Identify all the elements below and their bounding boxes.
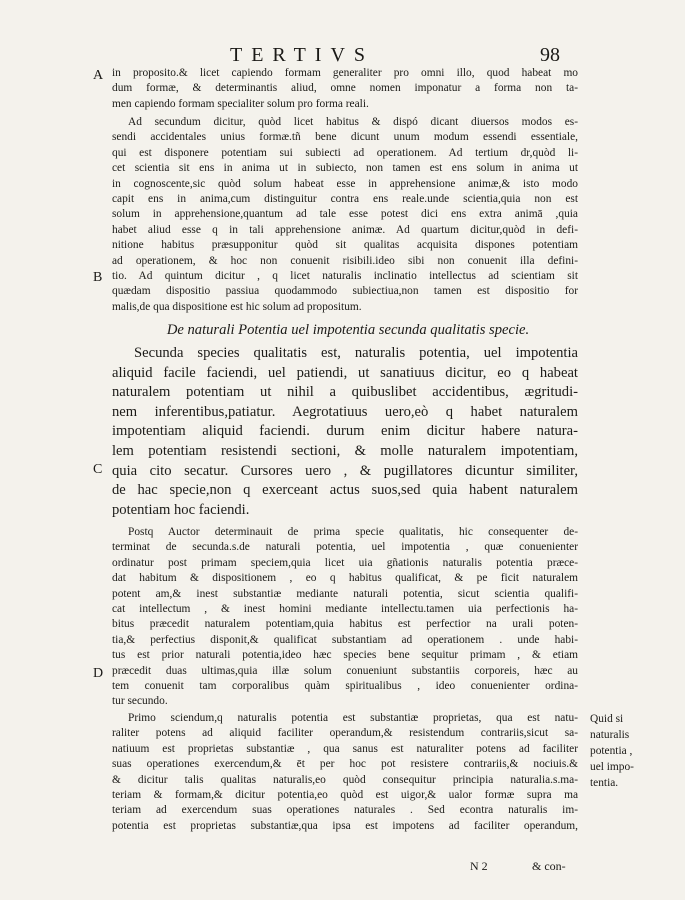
- catchword: & con-: [532, 859, 566, 873]
- text-line: dum formæ, & determinantis aliud, omne nomen imponatur a forma non ta-: [112, 82, 578, 95]
- text-line: quia cito secatur. Cursores uero , & pugillatores dicuntur similiter,: [112, 462, 578, 479]
- text-line: bitus præcedit naturalem potentiam,quia habitus est perfectior na urali poten-: [112, 618, 578, 631]
- text-line: in cognoscente,sic quòd solum habeat esse in apprehensione animæ,& isto modo: [112, 177, 578, 190]
- section-heading: De naturali Potentia uel impotentia secunda qualitatis specie.: [166, 322, 530, 338]
- marginal-note-line: tentia.: [590, 777, 619, 789]
- text-line: potentia est proprietas substantiæ,qua ipsa est impotens ad faciliter operandum,: [112, 819, 578, 832]
- text-line: quædam dispositio passiua quodammodo subiectiua,non tamen est dispositio for: [112, 285, 578, 298]
- text-line: nem inferentibus,patiatur. Aegrotatiuus uero,eò q habet naturalem: [112, 403, 578, 420]
- text-line: natiuum est proprietas substantiæ , qua sanus est naturaliter potens ad faciliter: [112, 742, 578, 755]
- text-line: ordinatur post primam speciem,quia licet uia gñationis naturalis potentia præce-: [112, 556, 578, 569]
- commentary-paragraph: [112, 525, 578, 710]
- marginal-note-line: naturalis: [590, 729, 630, 741]
- text-line: tur secundo.: [112, 695, 168, 708]
- margin-letter-c: C: [93, 462, 103, 477]
- text-line: Primo sciendum,q naturalis potentia est substantiæ proprietas, qua est natu-: [128, 712, 578, 724]
- paragraph-replies: [112, 115, 578, 315]
- text-line: solum in apprehensione,quantum ad tale esse potest dici ens extra animā ,quia: [112, 208, 578, 221]
- marginal-note-line: potentia ,: [590, 745, 633, 757]
- text-line: habet aliud esse q in tali apprehensione animæ. Ad quartum dicitur,quòd in defi-: [112, 223, 578, 236]
- text-line: tem conuenit tam corporalibus quàm spiritualibus , ideo conuenienter ordina-: [112, 679, 578, 692]
- text-line: tia,& perfectius disponit,& qualificat substantiam ad operationem . unde habi-: [112, 633, 578, 646]
- text-line: potent am,& inest substantiæ mediante naturali potentia, sicut scientia qualifi-: [112, 587, 578, 600]
- text-line: potentiam hoc faciendi.: [112, 501, 250, 518]
- text-line: suas operationes exercendum,& ēt per hoc pot resistere contrariis,& nociuis.&: [112, 758, 578, 771]
- text-line: dat habitum & dispositionem , eo q habitus qualificat, & pe ficit naturalem: [112, 572, 578, 585]
- text-line: capit ens in anima,cum distinguitur contra ens reale.unde scientia,quia non est: [112, 192, 578, 205]
- paragraph-continuation: [112, 66, 578, 112]
- margin-letter-a: A: [93, 68, 104, 83]
- text-line: præcedit duas ultimas,quia illæ solum conueniunt substantiis corporeis, hæc au: [112, 664, 578, 677]
- text-line: Ad secundum dicitur, quòd licet habitus & dispó dicant diuersos modos es-: [128, 116, 578, 128]
- text-line: cat intellectum , & inest homini mediante intellectu.tamen uia perfectionis ha-: [112, 602, 578, 615]
- text-line: teriam & formam,& dicitur potentia,eo quòd est uigor,& ualor formæ supra ma: [112, 788, 578, 801]
- text-line: impotentiam aliquid faciendi. durum enim dicitur habere natura-: [112, 423, 578, 440]
- text-line: raliter potens ad aliquid faciliter operandum,& resistendum contrariis,sicut sa-: [112, 727, 578, 740]
- text-line: in proposito.& licet capiendo formam generaliter pro omni illo, quod habeat mo: [112, 67, 578, 79]
- text-line: cet scientia sit ens in anima ut in subiecto, non tamen est ens solum in anima ut: [112, 162, 578, 175]
- text-line: ad operationem, & hoc non conuenit risibili.ideo sibi non conuenit illa defini-: [112, 254, 578, 267]
- page-number: 98: [540, 44, 560, 66]
- text-line: lem potentiam resistendi sectioni, & molle naturalem impotentiam,: [112, 442, 578, 459]
- commentary-paragraph-primo: [112, 711, 578, 834]
- signature-mark: N 2: [470, 859, 488, 873]
- text-line: aliquid facile faciendi, uel patiendi, ut sanatiuus dicitur, eo q habeat: [112, 364, 578, 381]
- text-line: sendi accidentales unius formæ.tñ bene dicunt unum modum essendi essentiale,: [112, 131, 578, 144]
- marginal-note: [590, 711, 682, 791]
- marginal-note-line: uel impo-: [590, 761, 634, 773]
- text-line: tus est prior naturali potentia,ideo hæc species bene sequitur primam , & etiam: [112, 649, 578, 662]
- main-text-paragraph: [112, 344, 578, 520]
- text-line: naturalem potentiam ut nihil a quibuslibet accidentibus, ægritudi-: [112, 384, 578, 401]
- text-line: tio. Ad quintum dicitur , q licet naturalis inclinatio intellectus ad scientiam sit: [112, 269, 578, 282]
- text-line: malis,de qua dispositione est hic solum ad propositum.: [112, 300, 362, 313]
- text-line: terminat de secunda.s.de naturali potentia, uel impotentia , quæ conuenienter: [112, 541, 578, 554]
- text-line: teriam ad exercendum suas operationes naturales . Sed econtra naturalis im-: [112, 804, 578, 817]
- marginal-note-line: Quid si: [590, 713, 624, 725]
- margin-letter-b: B: [93, 270, 103, 285]
- text-line: Secunda species qualitatis est, naturalis potentia, uel impotentia: [134, 345, 578, 361]
- text-line: qui est disponere potentiam sui subiecti ad operationem. Ad tertium dr,quòd li-: [112, 146, 578, 159]
- running-title: TERTIVS: [230, 44, 375, 66]
- text-line: Postq Auctor determinauit de prima specie qualitatis, hic consequenter de-: [128, 526, 578, 538]
- text-line: men capiendo formam specialiter solum pro forma reali.: [112, 97, 369, 110]
- text-line: nitione habitus præsupponitur quòd sit qualitas acquisita dispones potentiam: [112, 239, 578, 252]
- text-line: de hac specie,non q exerceant actus suos,sed quia habent naturalem: [112, 482, 578, 499]
- text-line: & dicitur talis qualitas naturalis,eo quòd consequitur principia naturalia.s.ma-: [112, 773, 578, 786]
- margin-letter-d: D: [93, 666, 104, 681]
